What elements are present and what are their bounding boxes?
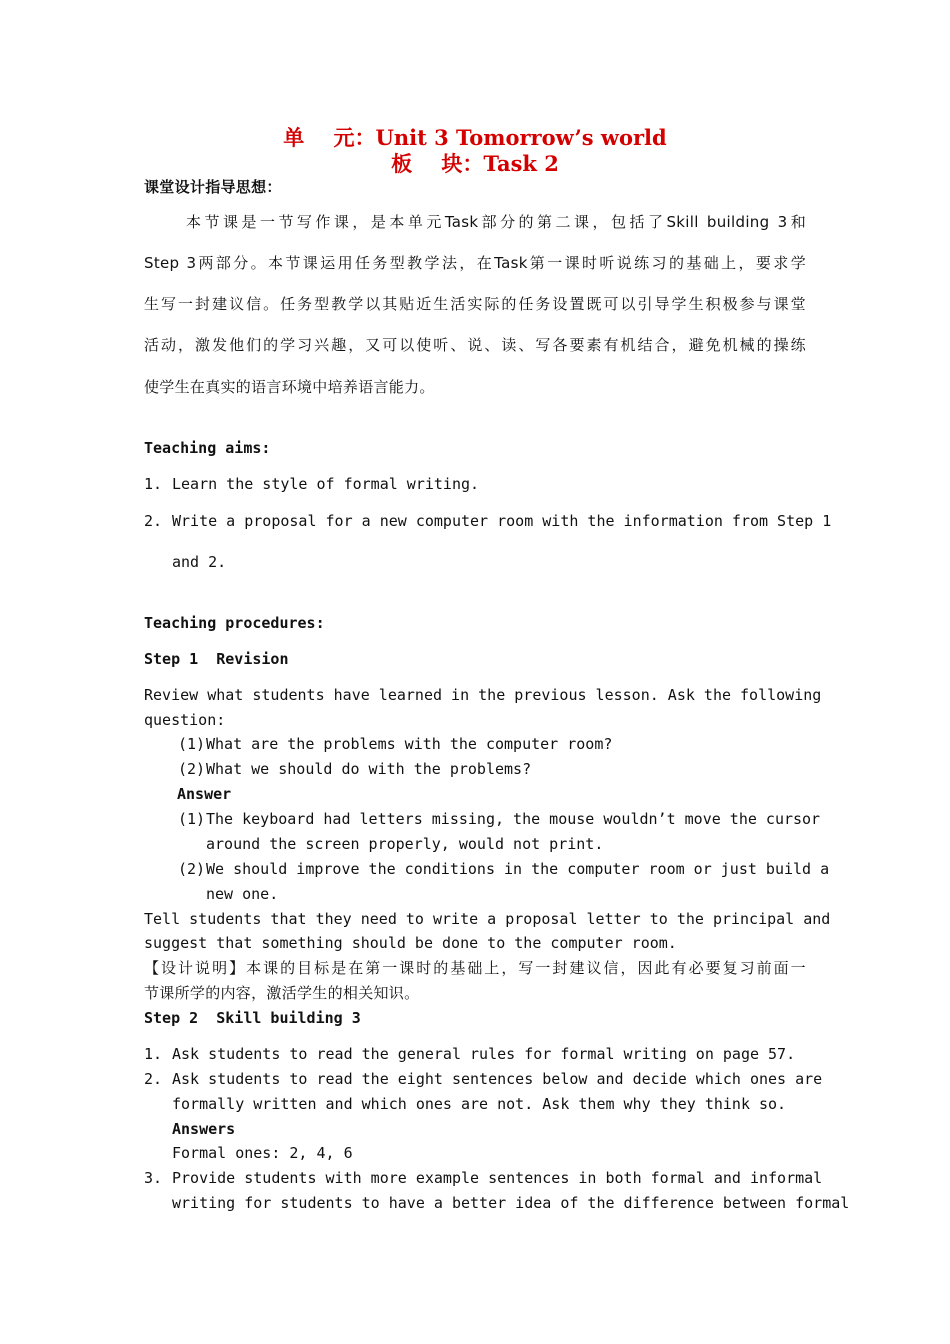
answer-number: (1) bbox=[178, 810, 206, 828]
answer-number: (2) bbox=[178, 860, 206, 878]
aim-text: Learn the style of formal writing. bbox=[172, 475, 480, 493]
step2-text: Ask students to read the eight sentences below and decide which ones are bbox=[172, 1070, 823, 1088]
unit-title: 单 元：Unit 3 Tomorrow’s world bbox=[283, 125, 667, 150]
tell-text: Tell students that they need to write a proposal letter to the principal and bbox=[144, 910, 831, 928]
guide-line: 使学生在真实的语言环境中培养语言能力。 bbox=[144, 378, 435, 396]
guide-heading: 课堂设计指导思想： bbox=[144, 178, 282, 196]
design-note: 【设计说明】本课的目标是在第一课时的基础上，写一封建议信，因此有必要复习前面一 bbox=[144, 959, 806, 977]
question-number: (1) bbox=[178, 735, 206, 753]
question-text: What are the problems with the computer room? bbox=[206, 735, 613, 753]
question-number: (2) bbox=[178, 760, 206, 778]
aims-heading: Teaching aims: bbox=[144, 439, 271, 457]
answers-text: Formal ones: 2, 4, 6 bbox=[172, 1144, 353, 1162]
module-title: 板 块：Task 2 bbox=[391, 151, 559, 176]
design-note: 节课所学的内容，激活学生的相关知识。 bbox=[144, 984, 420, 1002]
procedures-heading: Teaching procedures: bbox=[144, 614, 325, 632]
step2-text: Provide students with more example sentences in both formal and informal bbox=[172, 1169, 823, 1187]
question-text: What we should do with the problems? bbox=[206, 760, 532, 778]
answer-text: We should improve the conditions in the computer room or just build a bbox=[206, 860, 830, 878]
answer-text: The keyboard had letters missing, the mouse wouldn’t move the cursor bbox=[206, 810, 821, 828]
answer-text: new one. bbox=[206, 885, 279, 903]
answer-text: around the screen properly, would not print. bbox=[206, 835, 604, 853]
step2-text: Ask students to read the general rules for formal writing on page 57. bbox=[172, 1045, 796, 1063]
aim-number: 1. bbox=[144, 475, 163, 493]
answer-label: Answer bbox=[177, 785, 232, 803]
step2-heading: Step 2 Skill building 3 bbox=[144, 1009, 361, 1027]
aim-text: and 2. bbox=[172, 553, 227, 571]
step2-text: writing for students to have a better idea of the difference between formal bbox=[172, 1194, 850, 1212]
tell-text: suggest that something should be done to the computer room. bbox=[144, 934, 677, 952]
step1-intro: Review what students have learned in the previous lesson. Ask the following bbox=[144, 686, 822, 704]
step2-number: 3. bbox=[144, 1169, 163, 1187]
aim-number: 2. bbox=[144, 512, 163, 530]
guide-line: 活动，激发他们的学习兴趣，又可以使听、说、读、写各要素有机结合，避免机械的操练 bbox=[144, 336, 806, 354]
step2-number: 2. bbox=[144, 1070, 163, 1088]
step2-text: formally written and which ones are not. Ask them why they think so. bbox=[172, 1095, 787, 1113]
guide-line: Step 3两部分。本节课运用任务型教学法，在Task第一课时听说练习的基础上，要求学 bbox=[144, 254, 806, 272]
answers-label: Answers bbox=[172, 1120, 236, 1138]
step1-heading: Step 1 Revision bbox=[144, 650, 289, 668]
guide-line: 生写一封建议信。任务型教学以其贴近生活实际的任务设置既可以引导学生积极参与课堂 bbox=[144, 295, 806, 313]
step1-intro: question: bbox=[144, 711, 226, 729]
guide-line: 本节课是一节写作课，是本单元Task部分的第二课，包括了Skill building 3和 bbox=[186, 213, 806, 231]
aim-text: Write a proposal for a new computer room with the information from Step 1 bbox=[172, 512, 832, 530]
step2-number: 1. bbox=[144, 1045, 163, 1063]
